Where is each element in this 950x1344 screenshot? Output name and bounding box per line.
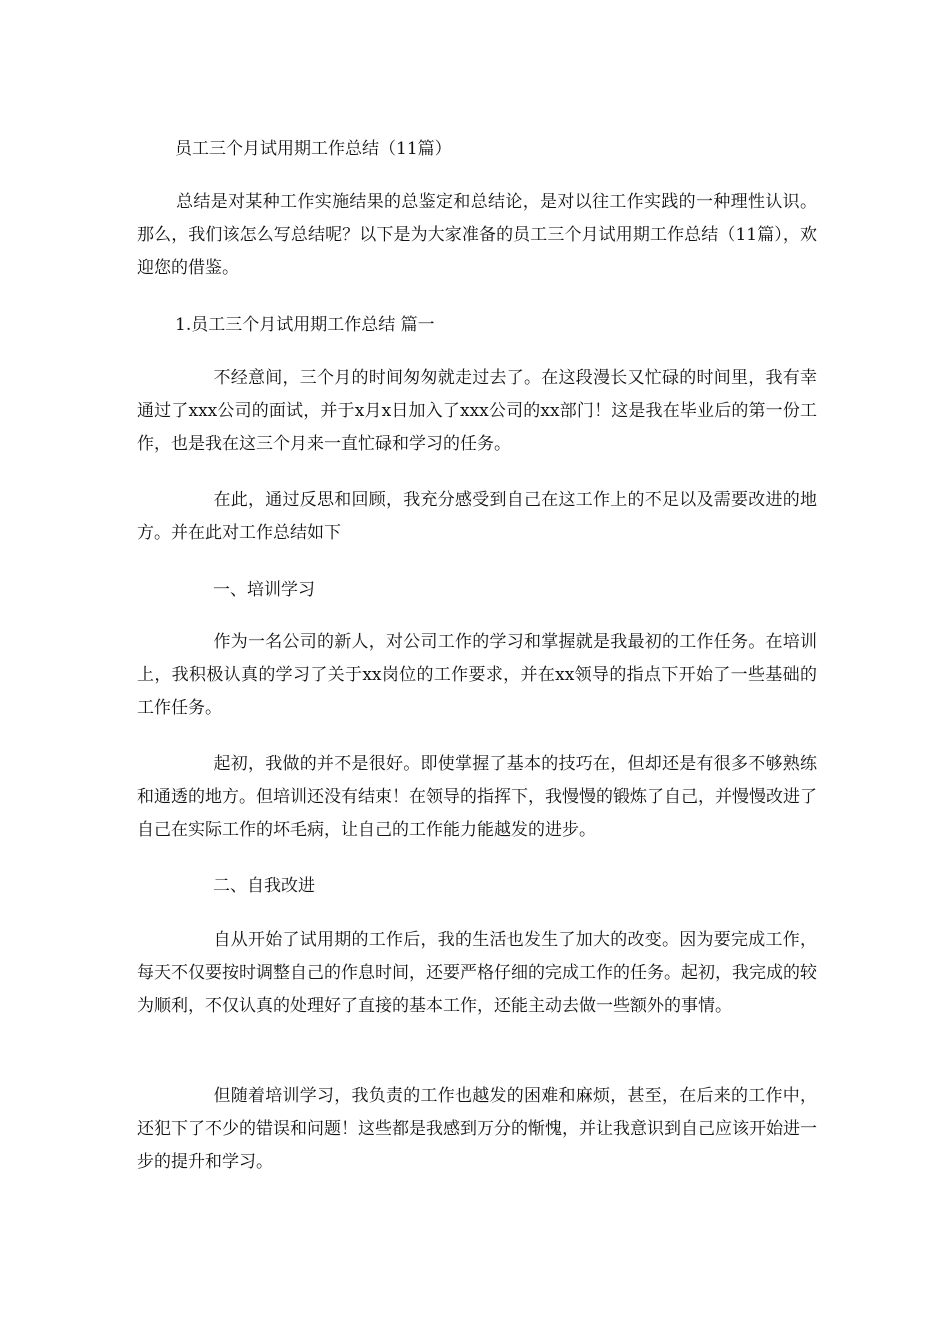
body-paragraph-2: 在此，通过反思和回顾，我充分感受到自己在这工作上的不足以及需要改进的地方。并在此对工作总结如下	[137, 490, 817, 543]
subheading-self-improvement: 二、自我改进	[213, 876, 315, 896]
body-paragraph-1: 不经意间，三个月的时间匆匆就走过去了。在这段漫长又忙碌的时间里，我有幸通过了xxx公司的面试，并于x月x日加入了xxx公司的xx部门！这是我在毕业后的第一份工作，也是我在这三个月来一直忙碌和学习的任务。	[137, 368, 817, 454]
body-paragraph-3: 作为一名公司的新人，对公司工作的学习和掌握就是我最初的工作任务。在培训上，我积极认真的学习了关于xx岗位的工作要求，并在xx领导的指点下开始了一些基础的工作任务。	[137, 632, 817, 718]
intro-paragraph: 总结是对某种工作实施结果的总鉴定和总结论，是对以往工作实践的一种理性认识。那么，我们该怎么写总结呢？以下是为大家准备的员工三个月试用期工作总结（11篇），欢迎您的借鉴。	[137, 192, 817, 278]
document-title: 员工三个月试用期工作总结（11篇）	[175, 139, 452, 159]
body-paragraph-6: 但随着培训学习，我负责的工作也越发的困难和麻烦，甚至，在后来的工作中，还犯下了不少的错误和问题！这些都是我感到万分的惭愧，并让我意识到自己应该开始进一步的提升和学习。	[137, 1086, 817, 1172]
subheading-training: 一、培训学习	[213, 580, 315, 600]
body-paragraph-5: 自从开始了试用期的工作后，我的生活也发生了加大的改变。因为要完成工作，每天不仅要按时调整自己的作息时间，还要严格仔细的完成工作的任务。起初，我完成的较为顺利，不仅认真的处理好了直接的基本工作，还能主动去做一些额外的事情。	[137, 930, 817, 1016]
section-heading-1: 1.员工三个月试用期工作总结 篇一	[175, 315, 435, 335]
body-paragraph-4: 起初，我做的并不是很好。即使掌握了基本的技巧在，但却还是有很多不够熟练和通透的地方。但培训还没有结束！在领导的指挥下，我慢慢的锻炼了自己，并慢慢改进了自己在实际工作的坏毛病，让自己的工作能力能越发的进步。	[137, 754, 817, 840]
